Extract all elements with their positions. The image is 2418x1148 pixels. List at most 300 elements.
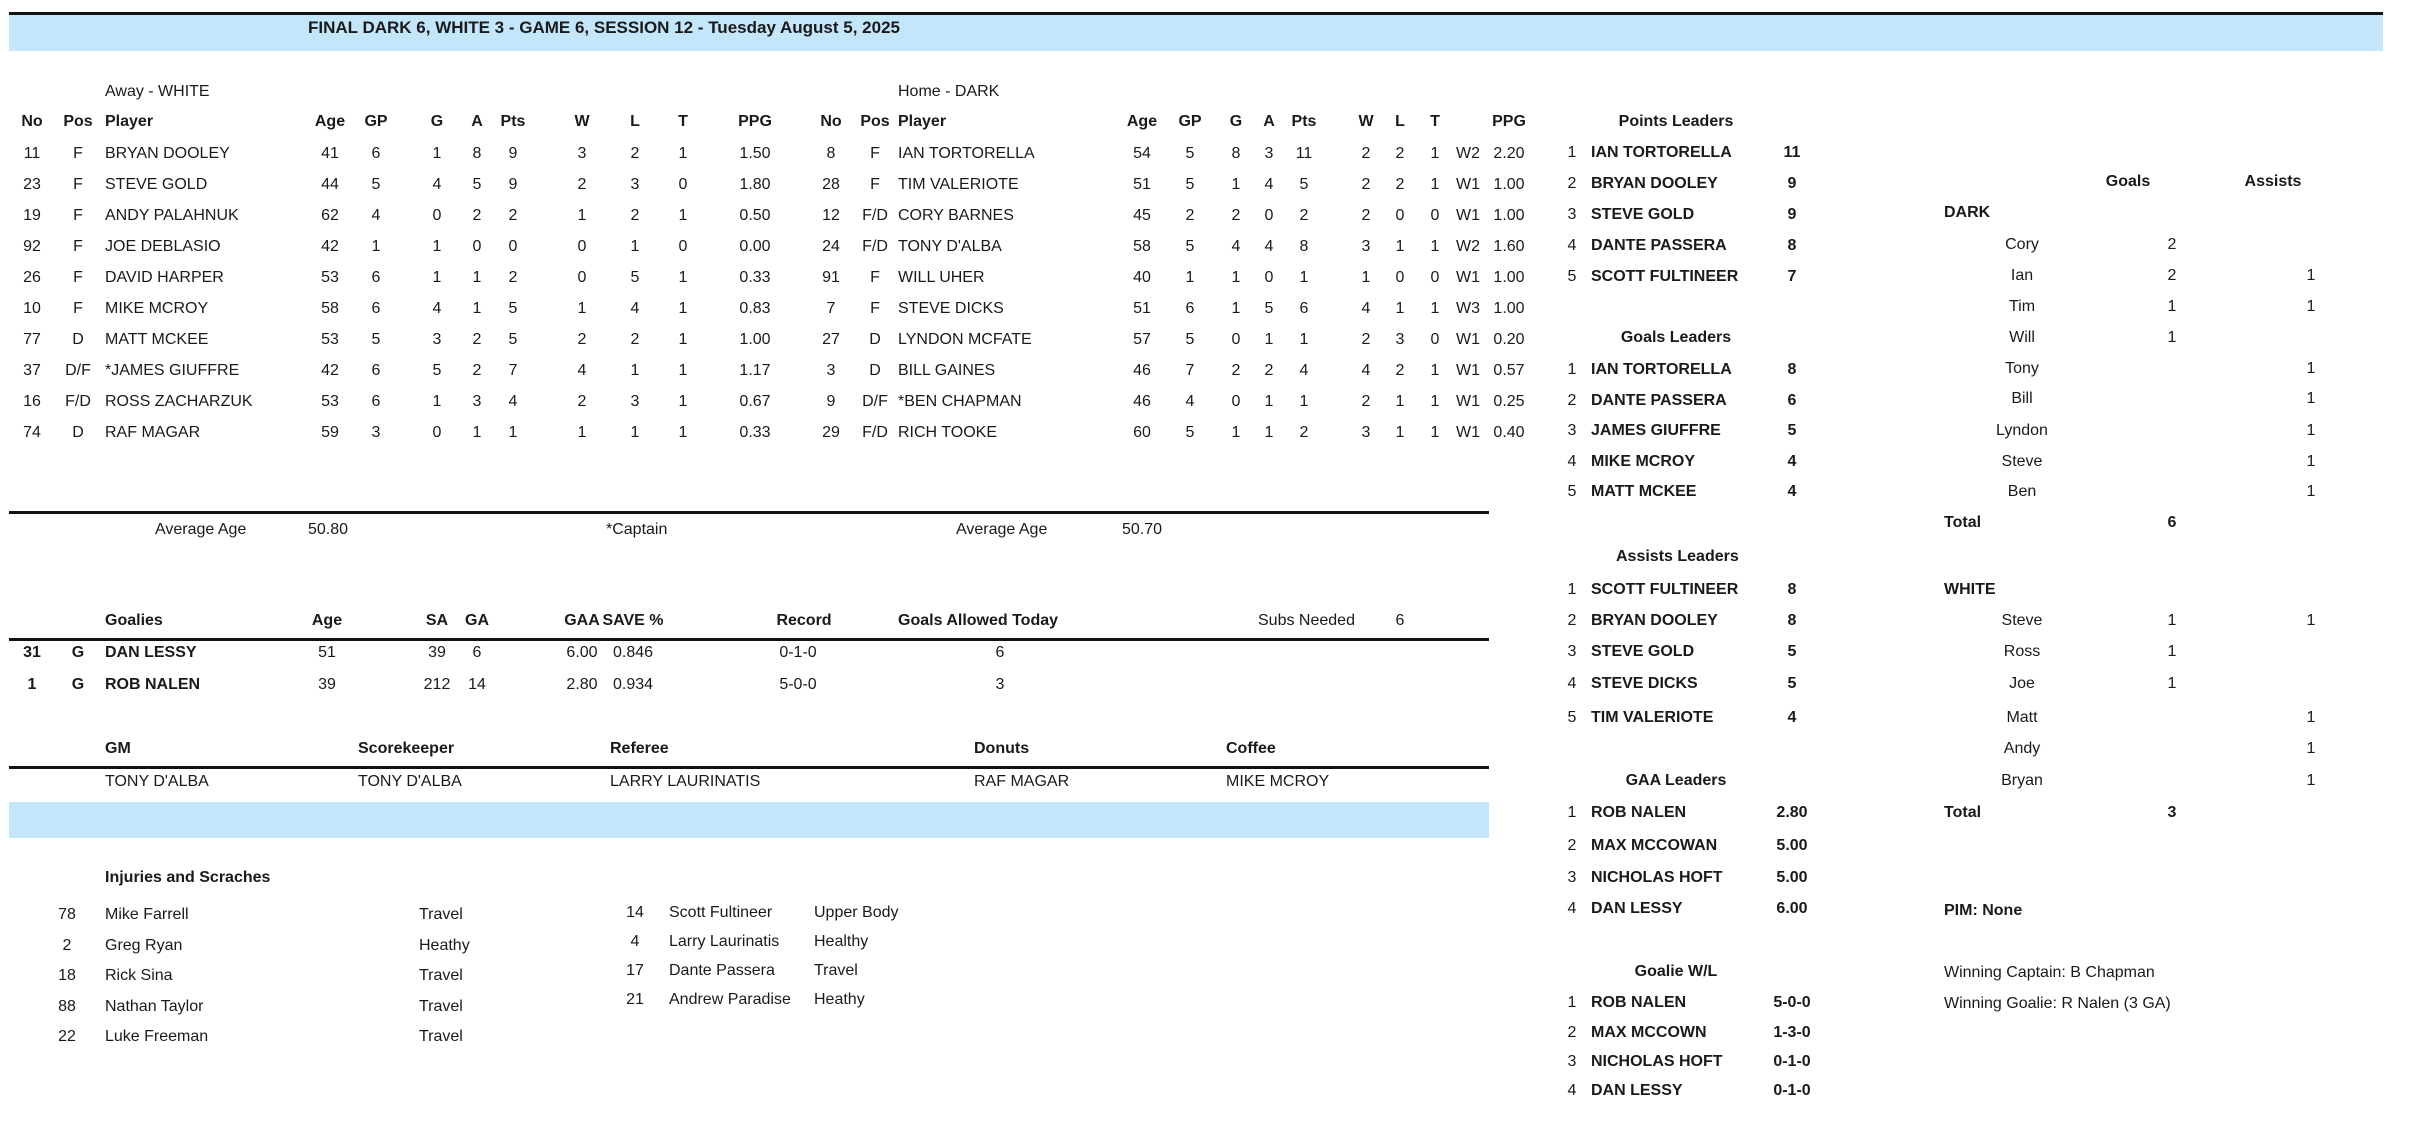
away-row-cell: 2: [577, 393, 587, 410]
home-row-cell: 2: [1395, 362, 1405, 379]
home-row-cell: W1: [1456, 176, 1480, 193]
leader-value: 9: [1787, 175, 1797, 192]
scorer-name: Matt: [2006, 709, 2038, 726]
leader-value: 8: [1787, 361, 1797, 378]
home-avg-value: 50.70: [1122, 521, 1163, 538]
home-header-age: Age: [1126, 113, 1158, 130]
home-row-cell: 1.60: [1493, 238, 1525, 255]
away-header-t: T: [678, 113, 688, 130]
leader-rank: 3: [1567, 1053, 1577, 1070]
home-row-cell: W1: [1456, 393, 1480, 410]
away-row-cell: 1: [678, 424, 688, 441]
away-row-cell: 1: [678, 393, 688, 410]
home-row-cell: 12: [822, 207, 840, 224]
leader-rank: 1: [1567, 804, 1577, 821]
staff-value: LARRY LAURINATIS: [610, 773, 761, 790]
captain-note: *Captain: [606, 521, 668, 538]
home-row-cell: 1: [1231, 176, 1241, 193]
home-row-cell: W1: [1456, 424, 1480, 441]
home-row-cell: 2.20: [1493, 145, 1525, 162]
injury-number: 14: [626, 904, 644, 921]
home-row-cell: 0.57: [1493, 362, 1525, 379]
leader-name: IAN TORTORELLA: [1591, 144, 1732, 161]
scorer-name: Tim: [2008, 298, 2036, 315]
home-row-cell: F: [870, 176, 880, 193]
goalie-row-cell: 2.80: [566, 676, 598, 693]
winning-goalie: Winning Goalie: R Nalen (3 GA): [1944, 995, 2171, 1012]
leader-name: ROB NALEN: [1591, 994, 1687, 1011]
away-row-cell: 16: [23, 393, 41, 410]
scorer-name: Bill: [2011, 390, 2033, 407]
injury-reason: Travel: [419, 1028, 463, 1045]
home-header-a: A: [1263, 113, 1275, 130]
goalie-row-cell: 51: [318, 644, 336, 661]
home-row-cell: 2: [1185, 207, 1195, 224]
home-row-cell: 8: [1231, 145, 1241, 162]
leader-name: SCOTT FULTINEER: [1591, 268, 1739, 285]
leader-name: MAX MCCOWN: [1591, 1024, 1707, 1041]
home-row-cell: TIM VALERIOTE: [898, 176, 1019, 193]
home-row-cell: W2: [1456, 238, 1480, 255]
away-row-cell: 1: [432, 393, 442, 410]
home-row-cell: 1: [1299, 331, 1309, 348]
away-header-gp: GP: [364, 113, 388, 130]
away-row-cell: 44: [321, 176, 339, 193]
goalie-row-cell: 0.846: [612, 644, 654, 661]
home-row-cell: 0: [1395, 269, 1405, 286]
away-row-cell: 1: [472, 424, 482, 441]
home-row-cell: 4: [1361, 300, 1371, 317]
home-row-cell: 1: [1430, 176, 1440, 193]
away-row-cell: 1: [432, 145, 442, 162]
home-row-cell: 0: [1231, 331, 1241, 348]
home-row-cell: IAN TORTORELLA: [898, 145, 1035, 162]
home-row-cell: 0: [1430, 207, 1440, 224]
home-row-cell: F/D: [862, 424, 888, 441]
away-row-cell: RAF MAGAR: [105, 424, 201, 441]
goalies-header: Goalies: [105, 612, 163, 629]
goalie-row-cell: G: [71, 676, 85, 693]
away-row-cell: 0: [577, 269, 587, 286]
away-row-cell: 1: [577, 424, 587, 441]
home-row-cell: 3: [826, 362, 836, 379]
away-row-cell: 6: [371, 362, 381, 379]
home-row-cell: 29: [822, 424, 840, 441]
home-row-cell: 5: [1185, 145, 1195, 162]
home-header-ppg: PPG: [1492, 113, 1526, 130]
scorer-name: Andy: [2003, 740, 2041, 757]
staff-value: RAF MAGAR: [974, 773, 1070, 790]
staff-header: Referee: [610, 740, 669, 757]
away-row-cell: 0: [678, 238, 688, 255]
home-row-cell: 2: [1231, 207, 1241, 224]
scorer-assists: 1: [2306, 267, 2316, 284]
home-row-cell: LYNDON MCFATE: [898, 331, 1032, 348]
away-row-cell: 1.50: [739, 145, 771, 162]
away-row-cell: 2: [508, 269, 518, 286]
away-row-cell: STEVE GOLD: [105, 176, 208, 193]
scorer-goals: 1: [2167, 329, 2177, 346]
leader-name: ROB NALEN: [1591, 804, 1687, 821]
home-row-cell: 1: [1395, 424, 1405, 441]
leader-rank: 1: [1567, 361, 1577, 378]
away-row-cell: 4: [508, 393, 518, 410]
away-row-cell: 53: [321, 331, 339, 348]
away-row-cell: 53: [321, 393, 339, 410]
away-row-cell: 8: [472, 145, 482, 162]
away-row-cell: 1: [432, 269, 442, 286]
goalie-row-cell: 6: [995, 644, 1005, 661]
home-row-cell: 6: [1185, 300, 1195, 317]
home-team-label: Home - DARK: [898, 83, 1000, 100]
home-row-cell: W1: [1456, 207, 1480, 224]
home-row-cell: 2: [1361, 207, 1371, 224]
pim-note: PIM: None: [1944, 902, 2023, 919]
scorer-goals: 1: [2167, 675, 2177, 692]
home-row-cell: 2: [1395, 176, 1405, 193]
leader-rank: 3: [1567, 422, 1577, 439]
divider-staff: [9, 766, 1489, 769]
winning-captain: Winning Captain: B Chapman: [1944, 964, 2155, 981]
home-row-cell: 1: [1299, 269, 1309, 286]
leader-value: 0-1-0: [1773, 1053, 1811, 1070]
injury-reason: Heathy: [419, 936, 470, 954]
leader-value: 8: [1787, 612, 1797, 629]
home-row-cell: F/D: [862, 207, 888, 224]
away-row-cell: F/D: [65, 393, 91, 410]
away-row-cell: 4: [630, 300, 640, 317]
home-header-pos: Pos: [860, 113, 890, 130]
goalies-header-gaa: GAA: [564, 612, 600, 629]
home-row-cell: 2: [1299, 207, 1309, 224]
home-header-gp: GP: [1178, 113, 1202, 130]
staff-value: TONY D'ALBA: [105, 773, 209, 790]
goalie-row-cell: 0-1-0: [779, 644, 817, 661]
away-row-cell: 4: [432, 300, 442, 317]
home-header-g: G: [1229, 113, 1243, 130]
home-row-cell: 1: [1430, 145, 1440, 162]
leaders-title-assists: Assists Leaders: [1616, 548, 1739, 565]
leader-rank: 2: [1567, 612, 1577, 629]
goalie-row-cell: 6.00: [566, 644, 598, 661]
home-row-cell: 3: [1361, 238, 1371, 255]
home-row-cell: 5: [1264, 300, 1274, 317]
home-row-cell: 1: [1395, 393, 1405, 410]
home-row-cell: 1: [1430, 300, 1440, 317]
away-row-cell: 6: [371, 269, 381, 286]
home-row-cell: 4: [1231, 238, 1241, 255]
home-row-cell: W2: [1456, 145, 1480, 162]
away-row-cell: 19: [23, 207, 41, 224]
home-row-cell: 4: [1264, 176, 1274, 193]
leader-rank: 4: [1567, 237, 1577, 254]
away-row-cell: 59: [321, 424, 339, 441]
leader-name: TIM VALERIOTE: [1591, 709, 1714, 726]
leader-value: 7: [1787, 268, 1797, 285]
scoring-goals-header: Goals: [2105, 173, 2151, 190]
scorer-goals: 1: [2167, 298, 2177, 315]
home-row-cell: 3: [1395, 331, 1405, 348]
away-row-cell: 23: [23, 176, 41, 193]
home-row-cell: 0: [1430, 331, 1440, 348]
home-row-cell: 0: [1395, 207, 1405, 224]
home-row-cell: 91: [822, 269, 840, 286]
leader-rank: 1: [1567, 581, 1577, 598]
goalie-row-cell: 39: [428, 644, 446, 661]
home-row-cell: 8: [826, 145, 836, 162]
leader-rank: 2: [1567, 392, 1577, 409]
away-row-cell: 4: [432, 176, 442, 193]
away-row-cell: 58: [321, 300, 339, 317]
home-avg-label: Average Age: [956, 521, 1048, 538]
leader-rank: 2: [1567, 175, 1577, 192]
leader-rank: 4: [1567, 1082, 1577, 1099]
home-row-cell: D: [869, 331, 881, 348]
injury-reason: Heathy: [814, 991, 865, 1008]
away-row-cell: 3: [630, 393, 640, 410]
home-row-cell: 1: [1231, 424, 1241, 441]
away-header-a: A: [471, 113, 483, 130]
away-row-cell: JOE DEBLASIO: [105, 238, 221, 255]
home-row-cell: 2: [1231, 362, 1241, 379]
away-row-cell: 42: [321, 362, 339, 379]
leader-rank: 3: [1567, 643, 1577, 660]
scorer-assists: 1: [2306, 298, 2316, 315]
home-row-cell: STEVE DICKS: [898, 300, 1004, 317]
away-row-cell: 0: [472, 238, 482, 255]
home-row-cell: 4: [1299, 362, 1309, 379]
injury-reason: Travel: [419, 997, 463, 1015]
away-team-label: Away - WHITE: [105, 83, 210, 100]
injury-name: Scott Fultineer: [669, 904, 773, 921]
scoring-assists-header: Assists: [2244, 173, 2302, 190]
home-row-cell: 3: [1361, 424, 1371, 441]
leaders-title-goalie_wl: Goalie W/L: [1634, 963, 1718, 980]
leader-rank: 2: [1567, 837, 1577, 854]
home-row-cell: 1: [1395, 238, 1405, 255]
home-row-cell: 7: [826, 300, 836, 317]
leader-value: 6.00: [1776, 900, 1808, 917]
home-row-cell: 1: [1299, 393, 1309, 410]
scorer-assists: 1: [2306, 453, 2316, 470]
injuries-title: Injuries and Scraches: [105, 869, 271, 886]
away-row-cell: 5: [508, 300, 518, 317]
home-row-cell: D: [869, 362, 881, 379]
scorer-name: Ben: [2007, 483, 2037, 500]
scorer-goals: 2: [2167, 267, 2177, 284]
away-row-cell: 2: [577, 176, 587, 193]
away-row-cell: 1: [678, 331, 688, 348]
injury-number: 22: [58, 1028, 76, 1045]
away-row-cell: 3: [432, 331, 442, 348]
away-row-cell: 1: [577, 207, 587, 224]
away-row-cell: 1: [630, 238, 640, 255]
scorer-name: Joe: [2009, 675, 2035, 692]
leader-value: 5: [1787, 643, 1797, 660]
away-row-cell: 92: [23, 238, 41, 255]
goalie-row-cell: 39: [318, 676, 336, 693]
home-row-cell: D/F: [862, 393, 888, 410]
home-row-cell: 2: [1361, 176, 1371, 193]
leader-name: DAN LESSY: [1591, 900, 1683, 917]
away-row-cell: 2: [577, 331, 587, 348]
away-row-cell: 77: [23, 331, 41, 348]
away-row-cell: D: [72, 331, 84, 348]
scorer-assists: 1: [2306, 390, 2316, 407]
injury-reason: Travel: [419, 906, 463, 923]
away-row-cell: 1: [508, 424, 518, 441]
scorer-name: Lyndon: [1996, 422, 2048, 439]
away-row-cell: 1: [678, 207, 688, 224]
home-row-cell: 0.20: [1493, 331, 1525, 348]
away-row-cell: 1: [472, 269, 482, 286]
leader-name: NICHOLAS HOFT: [1591, 869, 1723, 886]
away-row-cell: 0.67: [739, 393, 771, 410]
away-avg-label: Average Age: [155, 521, 247, 538]
injury-reason: Upper Body: [814, 904, 899, 921]
scoring-total-label: Total: [1944, 804, 1982, 821]
away-row-cell: F: [73, 269, 83, 286]
away-row-cell: 10: [23, 300, 41, 317]
goalies-header-age: Age: [311, 612, 343, 629]
home-row-cell: 2: [1361, 331, 1371, 348]
home-row-cell: 1.00: [1493, 207, 1525, 224]
away-row-cell: 1: [678, 269, 688, 286]
home-header-player: Player: [898, 113, 947, 130]
away-row-cell: 1: [630, 424, 640, 441]
home-row-cell: 28: [822, 176, 840, 193]
leader-value: 4: [1787, 453, 1797, 470]
away-row-cell: 0: [432, 207, 442, 224]
home-row-cell: 60: [1133, 424, 1151, 441]
away-header-g: G: [430, 113, 444, 130]
leader-name: MATT MCKEE: [1591, 483, 1697, 500]
scorer-assists: 1: [2306, 612, 2316, 629]
injury-reason: Travel: [814, 962, 858, 979]
injury-number: 2: [62, 936, 72, 954]
leader-name: DANTE PASSERA: [1591, 392, 1727, 409]
leader-name: STEVE GOLD: [1591, 643, 1695, 660]
divider-average: [9, 511, 1489, 514]
away-row-cell: 5: [472, 176, 482, 193]
home-header-pts: Pts: [1291, 113, 1317, 130]
leader-name: BRYAN DOOLEY: [1591, 175, 1718, 192]
injury-number: 78: [58, 906, 76, 923]
goalie-row-cell: 3: [995, 676, 1005, 693]
injury-name: Nathan Taylor: [105, 997, 204, 1015]
scorer-name: Bryan: [2001, 772, 2043, 789]
leader-value: 4: [1787, 483, 1797, 500]
home-row-cell: 9: [826, 393, 836, 410]
away-row-cell: 1: [678, 300, 688, 317]
away-row-cell: 5: [432, 362, 442, 379]
scorer-name: Ian: [2010, 267, 2034, 284]
away-row-cell: 74: [23, 424, 41, 441]
injury-name: Rick Sina: [105, 967, 173, 984]
leader-name: SCOTT FULTINEER: [1591, 581, 1739, 598]
injury-number: 17: [626, 962, 644, 979]
home-row-cell: 46: [1133, 393, 1151, 410]
away-row-cell: 1.00: [739, 331, 771, 348]
home-row-cell: 1: [1264, 331, 1274, 348]
home-row-cell: 1: [1231, 300, 1241, 317]
leaders-title-goals: Goals Leaders: [1620, 329, 1732, 346]
home-row-cell: TONY D'ALBA: [898, 238, 1002, 255]
leader-value: 8: [1787, 581, 1797, 598]
subs-needed-value: 6: [1395, 612, 1405, 629]
leader-name: STEVE DICKS: [1591, 675, 1698, 692]
home-row-cell: F: [870, 145, 880, 162]
away-row-cell: 1: [678, 362, 688, 379]
away-row-cell: 0.33: [739, 269, 771, 286]
goalies-header-ga: GA: [465, 612, 489, 629]
staff-value: MIKE MCROY: [1226, 773, 1330, 790]
scorer-name: Steve: [2001, 612, 2043, 629]
away-row-cell: 5: [508, 331, 518, 348]
home-row-cell: 5: [1185, 238, 1195, 255]
away-row-cell: 0.83: [739, 300, 771, 317]
leader-value: 6: [1787, 392, 1797, 409]
scoring-total-label: Total: [1944, 514, 1982, 531]
injury-number: 4: [630, 933, 640, 950]
injury-reason: Healthy: [814, 933, 869, 950]
away-header-ppg: PPG: [738, 113, 772, 130]
away-row-cell: 0.50: [739, 207, 771, 224]
home-row-cell: 1: [1185, 269, 1195, 286]
home-row-cell: W1: [1456, 362, 1480, 379]
scorer-goals: 1: [2167, 612, 2177, 629]
home-row-cell: 4: [1361, 362, 1371, 379]
leader-name: DANTE PASSERA: [1591, 237, 1727, 254]
home-row-cell: 1.00: [1493, 300, 1525, 317]
injury-name: Luke Freeman: [105, 1028, 209, 1045]
away-row-cell: 2: [630, 207, 640, 224]
goalie-row-cell: ROB NALEN: [105, 676, 201, 693]
away-row-cell: 0: [508, 238, 518, 255]
home-row-cell: 0: [1264, 207, 1274, 224]
leader-name: IAN TORTORELLA: [1591, 361, 1732, 378]
home-row-cell: WILL UHER: [898, 269, 985, 286]
away-row-cell: 7: [508, 362, 518, 379]
away-row-cell: ANDY PALAHNUK: [105, 207, 239, 224]
injury-number: 18: [58, 967, 76, 984]
away-row-cell: 1: [678, 145, 688, 162]
away-row-cell: 1: [472, 300, 482, 317]
injury-name: Andrew Paradise: [669, 991, 791, 1008]
leader-rank: 1: [1567, 994, 1577, 1011]
home-row-cell: 51: [1133, 300, 1151, 317]
away-row-cell: 1: [630, 362, 640, 379]
away-avg-value: 50.80: [308, 521, 349, 538]
away-row-cell: 2: [472, 331, 482, 348]
home-row-cell: 1: [1264, 393, 1274, 410]
home-row-cell: 2: [1264, 362, 1274, 379]
home-row-cell: 2: [1361, 145, 1371, 162]
away-row-cell: 37: [23, 362, 41, 379]
leader-value: 0-1-0: [1773, 1082, 1811, 1099]
away-row-cell: D/F: [65, 362, 91, 379]
away-header-no: No: [21, 113, 43, 130]
injury-reason: Travel: [419, 967, 463, 984]
home-row-cell: F: [870, 300, 880, 317]
leader-rank: 4: [1567, 900, 1577, 917]
away-header-l: L: [630, 113, 640, 130]
goalies-header-record: Record: [776, 612, 832, 629]
home-row-cell: F: [870, 269, 880, 286]
home-row-cell: 5: [1185, 424, 1195, 441]
away-row-cell: 9: [508, 176, 518, 193]
leader-rank: 3: [1567, 206, 1577, 223]
